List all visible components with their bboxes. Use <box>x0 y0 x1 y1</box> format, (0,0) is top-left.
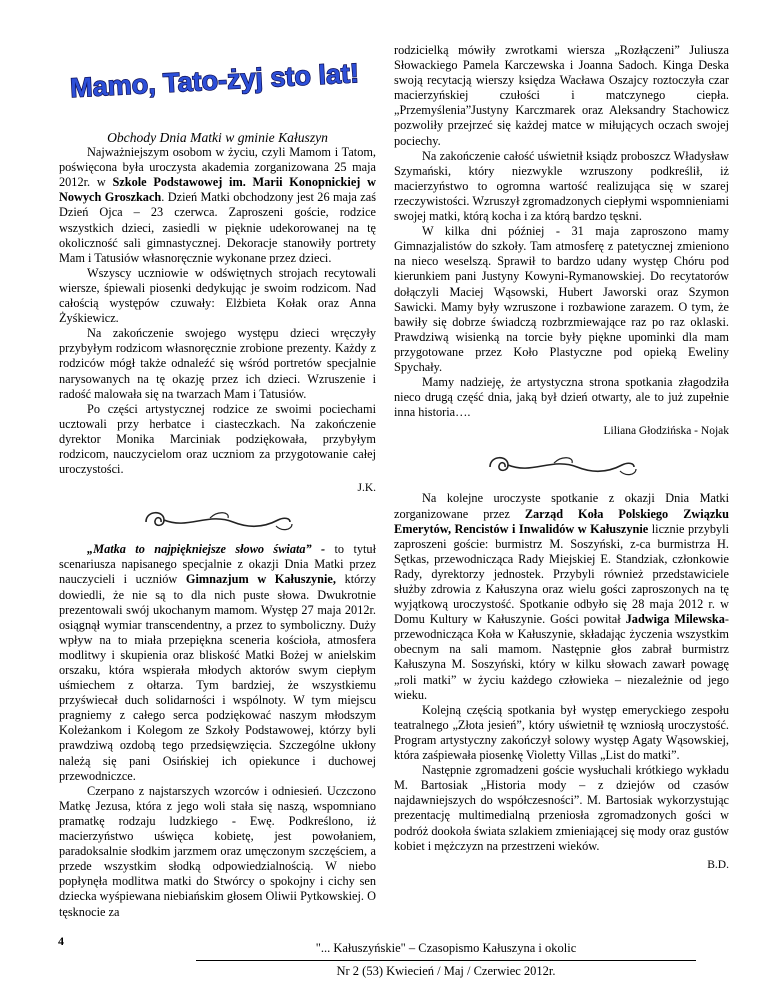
paragraph: Po części artystycznej rodzice ze swoimi pociechami ucztowali przy herbatce i ciasteczkach. Na zakończenie dyrektor Monika Marciniak podziękowała, przybyłym rodzicom, nauczycielom oraz uczniom za przygotowanie całej uroczystości. <box>59 401 376 477</box>
footer-issue: Nr 2 (53) Kwiecień / Maj / Czerwiec 2012r. <box>336 964 556 978</box>
banner-title <box>66 57 384 103</box>
swirl-ornament-icon <box>138 502 298 536</box>
paragraph: Na zakończenie całość uświetnił ksiądz proboszcz Władysław Szymański, który niezwykle wzruszony podkreślił, iż macierzyństwo to ogromna wartość realizująca się w szarej rzeczywistości. Wzruszył zgromadzonych ciepłymi wspomnieniami swojej matki, którą kocha i za którą bardzo tęskni. <box>394 148 729 224</box>
signature: B.D. <box>707 858 729 871</box>
footer-publication: "... Kałuszyńskie" – Czasopismo Kałuszyna i okolic <box>315 941 577 955</box>
paragraph: Na zakończenie swojego występu dzieci wręczyły przybyłym rodzicom własnoręcznie zrobione prezenty. Każdy z rodziców mógł także odnaleźć się wśród portretów specjalnie narysowanych na tę okazję przez ich dzieci. Wzruszenie i radość malowała się na twarzach Mam i Tatusiów. <box>59 326 376 401</box>
right-column <box>394 43 729 873</box>
paragraph: Najważniejszym osobom w życiu, czyli Mamom i Tatom, poświęcona była uroczysta akademia zorganizowana 25 maja 2012r. w Szkole Podstawowej im. Marii Konopnickiej w Nowych Groszkach. Dzień Matki obchodzony jest 26 maja zaś Dzień Ojca – 23 czerwca. Zaproszeni goście, rodzice wszystkich dzieci, zasiedli w pięknie udekorowanej na tę okoliczność sali gimnastycznej. Dekoracje stanowiły portrety Mam i Tatusiów własnoręcznie wykonane przez dzieci. <box>59 145 377 265</box>
paragraph: W kilka dni później - 31 maja zaproszono mamy Gimnazjalistów do szkoły. Tam atmosferę z patetycznej zmieniono na nieco weselszą. Sprawił to bardzo udany występ Chóru pod kierunkiem pani Justyny Kowyni-Rymanowskiej. Do recytatorów dołączyli Maciej Wąsowski, Hubert Jaworski oraz Szymon Sawicki. Mamy były wzruszone i rozbawione zarazem. O tym, że bawiły się dobrze świadczą rozbrzmiewające raz po raz oklaski. Prawdziwą wisienką na torcie były piękne upominki dla mam przygotowane przez Koło Plastyczne pod opieką Eweliny Spychały. <box>394 224 729 374</box>
paragraph: Mamy nadzieję, że artystyczna strona spotkania złagodziła nieco drugą część dnia, jaką był dzień otwarty, ale to już zupełnie inna historia…. <box>394 375 729 420</box>
left-column <box>59 130 376 920</box>
swirl-ornament-icon <box>482 447 642 481</box>
paragraph: Kolejną częścią spotkania był występ emeryckiego zespołu teatralnego „Złota jesień”, który uświetnił tę wzniosłą uroczystość. Program artystyczny zakończył solowy występ Agaty Wąsowskiej, która zaśpiewała piosenkę Violetty Villas „List do matki”. <box>394 702 729 763</box>
paragraph: „Matka to najpiękniejsze słowo świata” - to tytuł scenariusza napisanego specjalnie z okazji Dnia Matki przez nauczycieli i uczniów Gimnazjum w Kałuszynie, którzy dowiedli, że nie są to dla nich puste słowa. Dwukrotnie prezentowali swój ukochanym mamom. Występ 27 maja 2012r. osiągnął wymiar transcendentny, a przez to symboliczny. Duży wpływ na to miała przepiękna sceneria kościoła, atmosfera modlitwy i skupienia oraz bliskość Matki Bożej w anielskim orszaku, która wspierała młodych aktorów swym ciepłym uśmiechem z ołtarza. Tym bardziej, że wszystkiemu przyświecał duch solidarności i wspólnoty. W tym miejscu pragniemy z całego serca podziękować naszym młodszym Koleżankom i Kolegom ze Szkoły Podstawowej, którzy byli prawdziwą ozdobą tego przedsięwzięcia. Szczególne ukłony należą się pani Osińskiej ich opiekunce i duchowej przewodniczce. <box>59 542 376 783</box>
footer-divider <box>196 960 696 961</box>
banner-title-text: Mamo, Tato-żyj sto lat! <box>69 58 360 103</box>
signature: Liliana Głodzińska - Nojak <box>603 425 729 438</box>
signature: J.K. <box>357 482 376 495</box>
article-subtitle: Obchody Dnia Matki w gminie Kałuszyn <box>107 130 328 145</box>
page-number: 4 <box>58 934 64 948</box>
paragraph: Wszyscy uczniowie w odświętnych strojach recytowali wiersze, śpiewali piosenki dedykując je swoim rodzicom. Nad całością występów czuwały: Elżbieta Kołak oraz Anna Żyśkiewicz. <box>59 265 376 326</box>
paragraph: Czerpano z najstarszych wzorców i odniesień. Uczczono Matkę Jezusa, która z jego woli stała się naszą, wspomniano pramatkę rodzaju ludzkiego - Ewę. Podkreślono, iż macierzyństwo uświęca kobietę, jest powołaniem, paradoksalnie słodkim jarzmem oraz umęczonym szczęściem, a przede wszystkim słodką odpowiedzialnością. W niebo popłynęła modlitwa matki do Stwórcy o spokojny i cichy sen dziecka wyśpiewana niebiańskim głosem Oliwii Pytkowskiej. O tęsknocie za <box>59 783 376 919</box>
paragraph: Na kolejne uroczyste spotkanie z okazji Dnia Matki zorganizowane przez Zarząd Koła Polskiego Związku Emerytów, Rencistów i Inwalidów w Kałuszynie licznie przybyli zaproszeni goście: burmistrz M. Soszyński, z-ca burmistrza H. Sętkas, przewodnicząca Rady Miejskiej E. Standziak, członkowie Rady, dyrektorzy jednostek. Przybyli również przedstawiciele służby zdrowia z Kałuszyna oraz wielu gości zaproszonych na tę wyjątkową uroczystość. Spotkanie odbyło się 28 maja 2012 r. w Domu Kultury w Kałuszynie. Gości powitał Jadwiga Milewska- przewodnicząca Koła w Kałuszynie, składając życzenia wszystkim obecnym na sali mamom. Następnie głos zabrał burmistrz Kałuszyna M. Soszyński, który w kilku słowach zawarł powagę „roli matki” w życiu każdego człowieka – niezależnie od jego wieku. <box>394 491 729 702</box>
paragraph: rodzicielką mówiły zwrotkami wiersza „Rozłączeni” Juliusza Słowackiego Pamela Karczewska i Joanna Sadoch. Kinga Deska swoją recytacją wierszy księdza Wacława Oszajcy roztoczyła czar macierzyńskiej czułości i matczynego ciepła. „Przemyślenia”Justyny Karczmarek oraz Aleksandry Stachowicz pozwoliły przejrzeć się każdej matce w miłujących oczach swojej pociechy. <box>394 43 729 148</box>
paragraph: Następnie zgromadzeni goście wysłuchali krótkiego wykładu M. Bartosiak „Historia mody – z dziejów od czasów najdawniejszych do współczesności”. M. Bartosiak wykorzystując prezentację multimedialną przeniosła zgromadzonych gości w podróż dookoła świata szlakiem zmieniającej się mody oraz gustów kobiet i mężczyzn na przestrzeni wieków. <box>394 763 729 853</box>
